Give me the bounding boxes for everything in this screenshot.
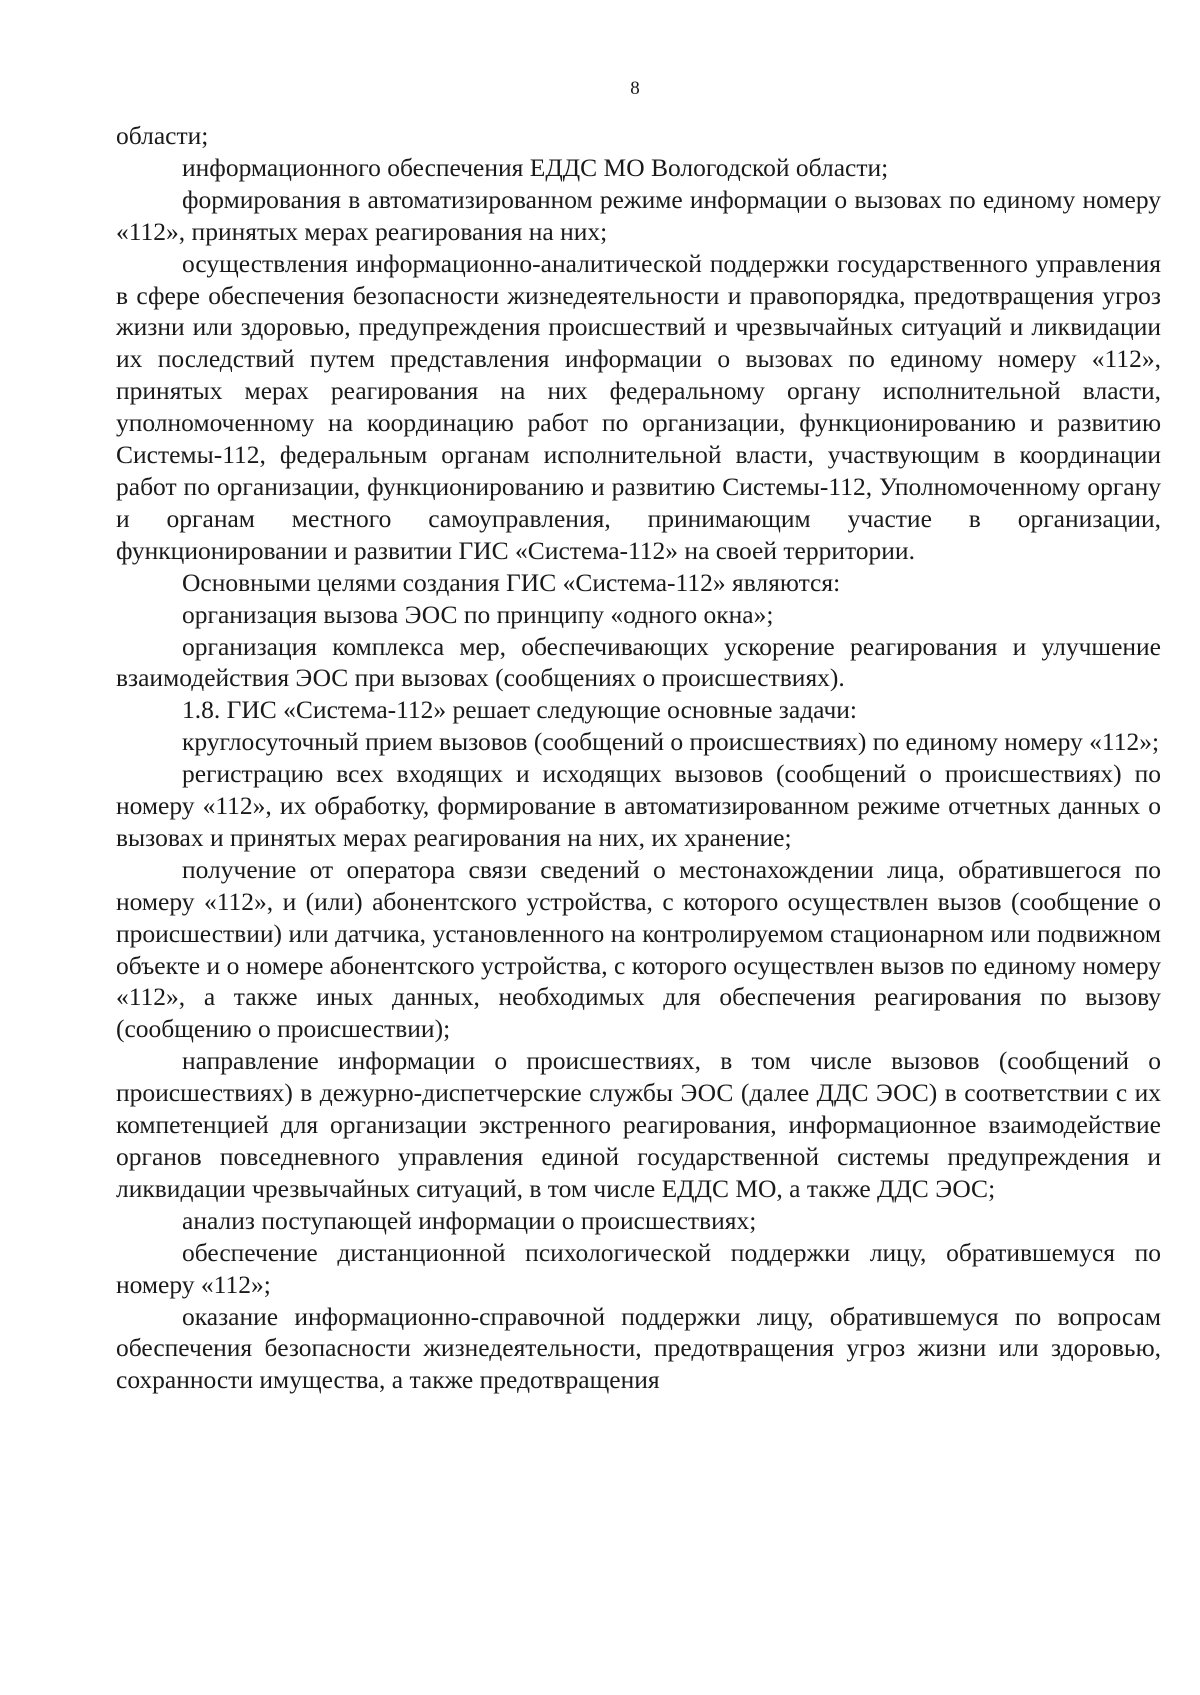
paragraph: организация вызова ЭОС по принципу «одного окна»; — [182, 599, 774, 629]
paragraph: Основными целями создания ГИС «Система-112» являются: — [182, 567, 841, 597]
paragraph-trailing: оказание информационно-справочной поддержки лицу, обратившемуся по вопросам обеспечения безопасности жизнедеятельности, предотвращения угроз жизни или здоровью, сохранности имущества, а также предотвращения — [116, 1301, 1161, 1395]
page-number: 8 — [630, 78, 640, 99]
paragraph: направление информации о происшествиях, в том числе вызовов (сообщений о происшествиях) в дежурно-диспетчерские службы ЭОС (далее ДДС ЭОС) в соответствии с их компетенцией для организации экстренного реагирования, информационное взаимодействие органов повседневного управления единой государственной системы предупреждения и ликвидации чрезвычайных ситуаций, в том числе ЕДДС МО, а также ДДС ЭОС; — [116, 1046, 1161, 1203]
document-body — [116, 120, 1161, 1396]
paragraph: получение от оператора связи сведений о местонахождении лица, обратившегося по номеру «112», и (или) абонентского устройства, с которого осуществлен вызов (сообщение о происшествии) или датчика, установленного на контролируемом стационарном или подвижном объекте и о номере абонентского устройства, с которого осуществлен вызов по единому номеру «112», а также иных данных, необходимых для обеспечения реагирования по вызову (сообщению о происшествии); — [116, 854, 1161, 1044]
paragraph-continuation: области; — [116, 121, 209, 150]
paragraph: регистрацию всех входящих и исходящих вызовов (сообщений о происшествиях) по номеру «112», их обработку, формирование в автоматизированном режиме отчетных данных о вызовах и принятых мерах реагирования на них, их хранение; — [116, 759, 1161, 852]
paragraph: осуществления информационно-аналитической поддержки государственного управления в сфере обеспечения безопасности жизнедеятельности и правопорядка, предотвращения угроз жизни или здоровью, предупреждения происшествий и чрезвычайных ситуаций и ликвидации их последствий путем представления информации о вызовах по единому номеру «112», принятых мерах реагирования на них федеральному органу исполнительной власти, уполномоченному на координацию работ по организации, функционированию и развитию Системы-112, федеральным органам исполнительной власти, участвующим в координации работ по организации, функционированию и развитию Системы-112, Уполномоченному органу и органам местного самоуправления, принимающим участие в организации, функционировании и развитии ГИС «Система-112» на своей территории. — [116, 248, 1161, 565]
paragraph: круглосуточный прием вызовов (сообщений о происшествиях) по единому номеру «112»; — [182, 727, 1160, 757]
paragraph: анализ поступающей информации о происшествиях; — [182, 1205, 757, 1235]
paragraph: организация комплекса мер, обеспечивающих ускорение реагирования и улучшение взаимодействия ЭОС при вызовах (сообщениях о происшествиях). — [116, 631, 1161, 693]
paragraph: информационного обеспечения ЕДДС МО Вологодской области; — [182, 152, 889, 182]
paragraph: обеспечение дистанционной психологической поддержки лицу, обратившемуся по номеру «112»; — [116, 1237, 1161, 1299]
section-heading-paragraph: 1.8. ГИС «Система-112» решает следующие основные задачи: — [182, 695, 858, 725]
paragraph: формирования в автоматизированном режиме информации о вызовах по единому номеру «112», принятых мерах реагирования на них; — [116, 184, 1161, 246]
